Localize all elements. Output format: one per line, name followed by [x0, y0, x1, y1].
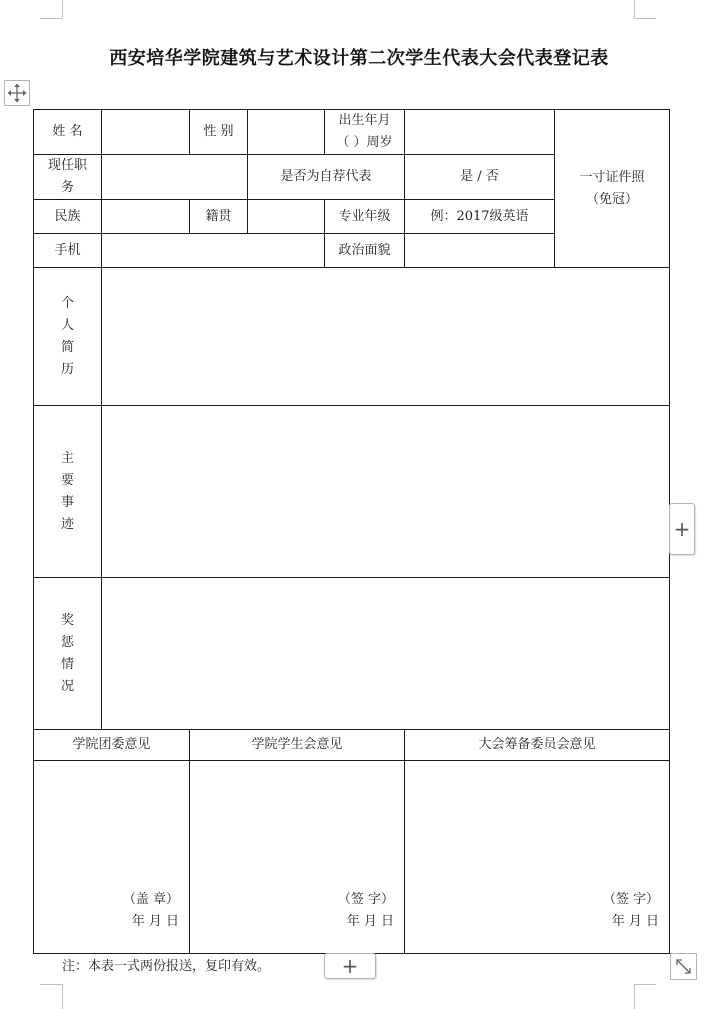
- crop-mark-bottom-right-h: [634, 984, 656, 985]
- registration-table: [33, 109, 670, 954]
- add-column-button[interactable]: [669, 503, 695, 555]
- name-label: 姓 名: [34, 110, 102, 155]
- move-arrows-icon: [7, 83, 27, 103]
- yes-no-cell[interactable]: 是 / 否: [405, 155, 555, 200]
- crop-mark-top-left-v: [62, 0, 63, 18]
- awards-char: 情: [60, 656, 74, 672]
- photo-label-line2: （免冠）: [585, 191, 638, 207]
- position-label-line1: 现任职: [47, 158, 87, 173]
- awards-char: 惩: [60, 634, 74, 650]
- major-grade-value-cell[interactable]: 例：2017级英语: [405, 200, 555, 234]
- birth-label-line2: （ ）周岁: [336, 135, 393, 150]
- page-title: 西安培华学院建筑与艺术设计第二次学生代表大会代表登记表: [109, 48, 609, 69]
- deeds-label: [34, 406, 102, 578]
- ethnicity-label: 民族: [34, 200, 102, 234]
- awards-char: 况: [60, 678, 74, 694]
- deeds-char: 要: [60, 472, 74, 488]
- resume-content-cell[interactable]: [102, 268, 670, 406]
- sign-label: （签 字）: [602, 892, 659, 907]
- deeds-content-cell[interactable]: [102, 406, 670, 578]
- political-status-label: 政治面貌: [325, 234, 405, 268]
- sign-label: （签 字）: [337, 892, 394, 907]
- union-opinion-header: 学院学生会意见: [190, 730, 405, 761]
- birth-label: [325, 110, 405, 155]
- crop-mark-top-left-h: [40, 18, 62, 19]
- crop-mark-bottom-left-v: [62, 984, 63, 1009]
- photo-label-line1: 一寸证件照: [579, 169, 645, 185]
- resume-label: [34, 268, 102, 406]
- deeds-char: 迹: [60, 516, 74, 532]
- table-resize-handle[interactable]: [670, 953, 697, 980]
- resume-char: 个: [60, 295, 74, 311]
- resume-char: 历: [60, 361, 74, 377]
- position-value-cell[interactable]: [102, 155, 248, 200]
- position-label-line2: 务: [60, 180, 74, 195]
- footnote: 注：本表一式两份报送，复印有效。: [62, 959, 271, 974]
- gender-value-cell[interactable]: [248, 110, 325, 155]
- resize-diagonal-icon: [674, 957, 693, 976]
- union-opinion-cell[interactable]: [190, 761, 405, 954]
- photo-cell[interactable]: [555, 110, 670, 268]
- resume-char: 简: [60, 339, 74, 355]
- seal-label: （盖 章）: [122, 892, 179, 907]
- crop-mark-top-right-v: [634, 0, 635, 18]
- table-move-handle[interactable]: [4, 80, 30, 106]
- awards-label: [34, 578, 102, 730]
- phone-label: 手机: [34, 234, 102, 268]
- crop-mark-bottom-right-v: [634, 984, 635, 1009]
- date-label: 年 月 日: [611, 914, 659, 929]
- native-place-value-cell[interactable]: [248, 200, 325, 234]
- plus-icon: +: [341, 954, 359, 978]
- position-label: [34, 155, 102, 200]
- deeds-char: 事: [60, 494, 74, 510]
- gender-label: 性 别: [190, 110, 248, 155]
- birth-label-line1: 出生年月: [338, 113, 391, 128]
- crop-mark-bottom-left-h: [40, 984, 62, 985]
- date-label: 年 月 日: [131, 914, 179, 929]
- committee-opinion-header: 大会筹备委员会意见: [405, 730, 670, 761]
- league-opinion-header: 学院团委意见: [34, 730, 190, 761]
- add-row-button[interactable]: [324, 953, 376, 979]
- phone-value-cell[interactable]: [102, 234, 325, 268]
- resume-char: 人: [60, 317, 74, 333]
- ethnicity-value-cell[interactable]: [102, 200, 190, 234]
- crop-mark-top-right-h: [634, 18, 656, 19]
- name-value-cell[interactable]: [102, 110, 190, 155]
- native-place-label: 籍贯: [190, 200, 248, 234]
- awards-content-cell[interactable]: [102, 578, 670, 730]
- league-opinion-cell[interactable]: [34, 761, 190, 954]
- deeds-char: 主: [60, 450, 74, 466]
- major-grade-label: 专业年级: [325, 200, 405, 234]
- committee-opinion-cell[interactable]: [405, 761, 670, 954]
- political-status-value-cell[interactable]: [405, 234, 555, 268]
- birth-value-cell[interactable]: [405, 110, 555, 155]
- self-recommended-label: 是否为自荐代表: [248, 155, 405, 200]
- date-label: 年 月 日: [346, 914, 394, 929]
- plus-icon: +: [673, 517, 691, 541]
- awards-char: 奖: [60, 612, 74, 628]
